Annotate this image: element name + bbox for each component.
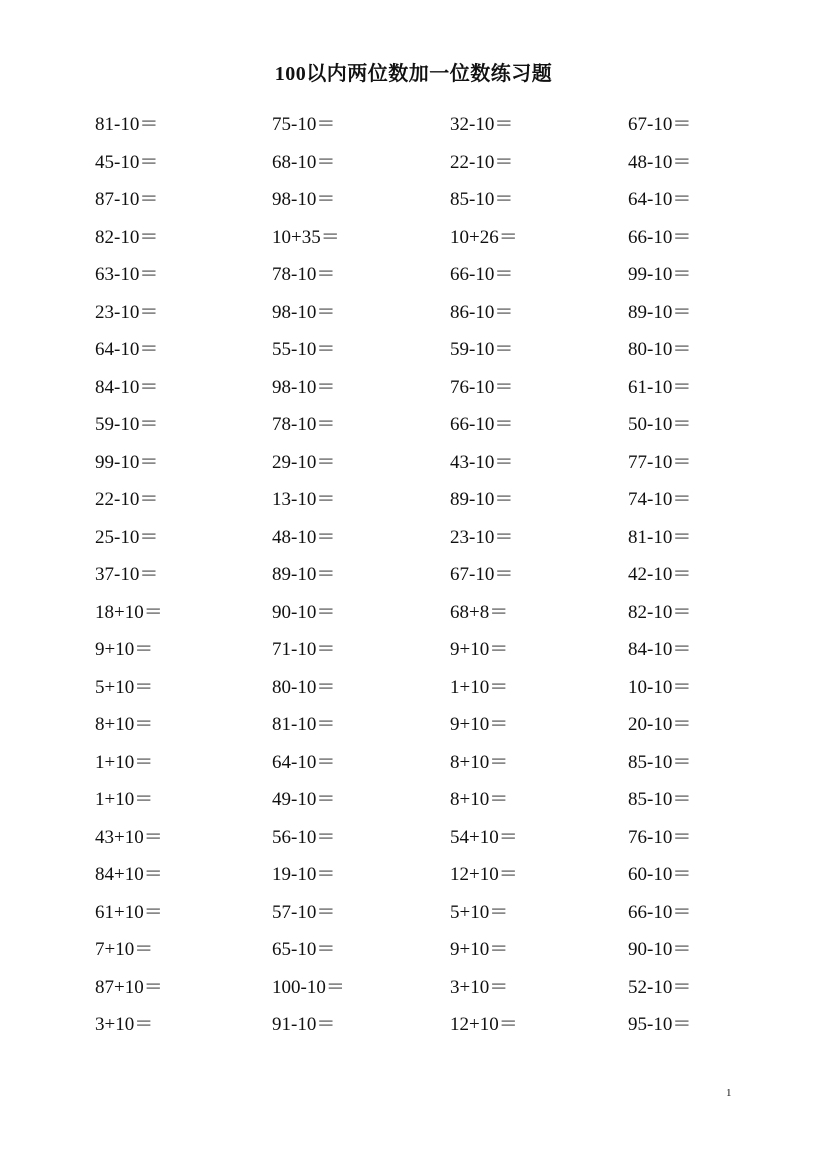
problem-item: 71-10＝ (272, 639, 336, 660)
problem-item: 84-10＝ (95, 376, 159, 398)
problem-item: 77-10＝ (628, 451, 692, 473)
problem-item: 37-10＝ (95, 564, 159, 585)
problem-item: 9+10＝ (450, 714, 509, 735)
problem-item: 66-10＝ (628, 901, 692, 923)
problem-item: 82-10＝ (95, 226, 159, 248)
problem-item: 59-10＝ (95, 414, 159, 435)
problem-item: 100-10＝ (272, 976, 345, 998)
problem-item: 81-10＝ (95, 114, 159, 135)
problem-item: 1+10＝ (95, 789, 154, 810)
problem-item: 9+10＝ (450, 639, 509, 660)
problem-item: 67-10＝ (450, 564, 514, 585)
problem-item: 61-10＝ (628, 376, 692, 398)
problem-item: 66-10＝ (450, 264, 514, 285)
problem-item: 98-10＝ (272, 301, 336, 323)
problem-item: 81-10＝ (272, 714, 336, 735)
problem-item: 1+10＝ (450, 676, 509, 698)
problem-item: 85-10＝ (628, 789, 692, 810)
problem-item: 84-10＝ (628, 639, 692, 660)
problem-item: 99-10＝ (95, 451, 159, 473)
problem-item: 10+35＝ (272, 226, 340, 248)
problem-item: 66-10＝ (628, 226, 692, 248)
problem-item: 95-10＝ (628, 1014, 692, 1035)
problem-item: 50-10＝ (628, 414, 692, 435)
problem-item: 90-10＝ (272, 601, 336, 623)
problem-item: 32-10＝ (450, 114, 514, 135)
problem-item: 8+10＝ (450, 751, 509, 773)
problem-item: 80-10＝ (272, 676, 336, 698)
problem-item: 66-10＝ (450, 414, 514, 435)
problem-item: 98-10＝ (272, 376, 336, 398)
problem-grid (95, 110, 775, 1048)
problem-item: 12+10＝ (450, 1014, 518, 1035)
problem-item: 13-10＝ (272, 489, 336, 510)
problem-item: 78-10＝ (272, 264, 336, 285)
problem-item: 87+10＝ (95, 976, 163, 998)
problem-item: 64-10＝ (628, 189, 692, 210)
problem-item: 80-10＝ (628, 339, 692, 360)
problem-item: 75-10＝ (272, 114, 336, 135)
problem-item: 23-10＝ (450, 526, 514, 548)
problem-item: 48-10＝ (628, 151, 692, 173)
problem-item: 59-10＝ (450, 339, 514, 360)
problem-item: 56-10＝ (272, 826, 336, 848)
problem-item: 67-10＝ (628, 114, 692, 135)
problem-item: 45-10＝ (95, 151, 159, 173)
problem-item: 22-10＝ (95, 489, 159, 510)
problem-item: 89-10＝ (450, 489, 514, 510)
problem-item: 90-10＝ (628, 939, 692, 960)
problem-item: 82-10＝ (628, 601, 692, 623)
problem-item: 48-10＝ (272, 526, 336, 548)
problem-item: 20-10＝ (628, 714, 692, 735)
problem-item: 9+10＝ (95, 639, 154, 660)
problem-item: 63-10＝ (95, 264, 159, 285)
problem-item: 29-10＝ (272, 451, 336, 473)
problem-item: 76-10＝ (628, 826, 692, 848)
problem-item: 89-10＝ (272, 564, 336, 585)
problem-item: 19-10＝ (272, 864, 336, 885)
problem-item: 18+10＝ (95, 601, 163, 623)
problem-item: 25-10＝ (95, 526, 159, 548)
problem-item: 65-10＝ (272, 939, 336, 960)
problem-item: 43-10＝ (450, 451, 514, 473)
problem-item: 7+10＝ (95, 939, 154, 960)
problem-item: 68+8＝ (450, 601, 509, 623)
problem-item: 5+10＝ (95, 676, 154, 698)
page-number: 1 (726, 1087, 732, 1099)
problem-item: 3+10＝ (95, 1014, 154, 1035)
problem-item: 54+10＝ (450, 826, 518, 848)
problem-item: 89-10＝ (628, 301, 692, 323)
problem-item: 60-10＝ (628, 864, 692, 885)
problem-item: 61+10＝ (95, 901, 163, 923)
problem-item: 10+26＝ (450, 226, 518, 248)
problem-item: 22-10＝ (450, 151, 514, 173)
problem-item: 5+10＝ (450, 901, 509, 923)
problem-item: 86-10＝ (450, 301, 514, 323)
problem-item: 64-10＝ (95, 339, 159, 360)
problem-item: 10-10＝ (628, 676, 692, 698)
problem-item: 12+10＝ (450, 864, 518, 885)
problem-item: 81-10＝ (628, 526, 692, 548)
problem-item: 84+10＝ (95, 864, 163, 885)
problem-item: 85-10＝ (450, 189, 514, 210)
problem-item: 85-10＝ (628, 751, 692, 773)
problem-item: 98-10＝ (272, 189, 336, 210)
problem-item: 64-10＝ (272, 751, 336, 773)
page-title: 100以内两位数加一位数练习题 (274, 63, 553, 85)
problem-item: 87-10＝ (95, 189, 159, 210)
problem-item: 1+10＝ (95, 751, 154, 773)
problem-item: 8+10＝ (95, 714, 154, 735)
problem-item: 57-10＝ (272, 901, 336, 923)
problem-item: 68-10＝ (272, 151, 336, 173)
problem-item: 23-10＝ (95, 301, 159, 323)
problem-item: 9+10＝ (450, 939, 509, 960)
problem-item: 42-10＝ (628, 564, 692, 585)
problem-item: 49-10＝ (272, 789, 336, 810)
problem-item: 74-10＝ (628, 489, 692, 510)
problem-item: 78-10＝ (272, 414, 336, 435)
problem-item: 91-10＝ (272, 1014, 336, 1035)
problem-item: 76-10＝ (450, 376, 514, 398)
problem-item: 43+10＝ (95, 826, 163, 848)
problem-item: 3+10＝ (450, 976, 509, 998)
problem-item: 8+10＝ (450, 789, 509, 810)
problem-item: 99-10＝ (628, 264, 692, 285)
problem-item: 55-10＝ (272, 339, 336, 360)
problem-item: 52-10＝ (628, 976, 692, 998)
